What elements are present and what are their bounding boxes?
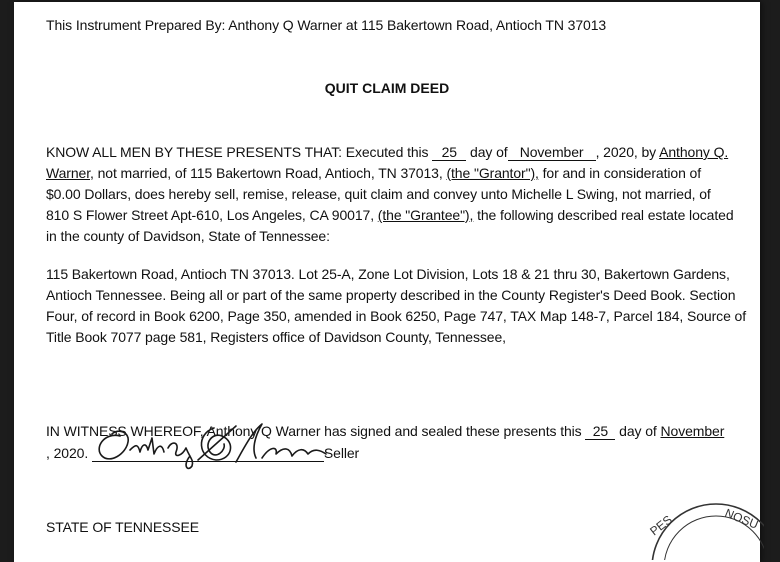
p2-line-3: Four, of record in Book 6200, Page 350, amended in Book 6250, Page 747, TAX Map 148-7, Parcel 184, Source of (46, 308, 747, 324)
witness-line-1: IN WITNESS WHEREOF, Anthony Q Warner has signed and sealed these presents this 25 day of November (46, 423, 725, 439)
execution-month: November (508, 145, 596, 161)
document-title: QUIT CLAIM DEED (324, 80, 450, 96)
notary-seal (624, 490, 764, 560)
grantor-name-last: Warner (46, 165, 91, 181)
execution-day: 25 (432, 145, 466, 161)
signature-drawing (86, 414, 346, 470)
prepared-by: This Instrument Prepared By: Anthony Q Warner at 115 Bakertown Road, Antioch TN 37013 (46, 17, 607, 33)
deed-page (14, 2, 760, 562)
svg-text:PES: PES (647, 512, 675, 539)
seller-label: Seller (323, 445, 360, 461)
grantor-label: (the "Grantor"), (446, 165, 539, 181)
p1-line-5: in the county of Davidson, State of Tennessee: (46, 228, 330, 244)
state-heading: STATE OF TENNESSEE (46, 519, 200, 535)
p2-line-2: Antioch Tennessee. Being all or part of the same property described in the County Register's Deed Book. Section (46, 287, 736, 303)
p2-line-1: 115 Bakertown Road, Antioch TN 37013. Lot 25-A, Zone Lot Division, Lots 18 & 21 thru 30, Bakertown Gardens, (46, 266, 730, 282)
svg-text:NOSU: NOSU (722, 505, 761, 532)
grantee-label: (the "Grantee"), (377, 207, 474, 223)
p1-line-1: KNOW ALL MEN BY THESE PRESENTS THAT: Executed this 25 day of November , 2020, by Anthony Q. (46, 144, 729, 160)
witness-month: November (660, 423, 725, 439)
p1-line-2: Warner, not married, of 115 Bakertown Road, Antioch, TN 37013, (the "Grantor"), for and in consideration of (46, 165, 702, 181)
witness-day: 25 (585, 424, 615, 440)
grantor-name-first: Anthony Q. (659, 144, 729, 160)
p1-line-3: $0.00 Dollars, does hereby sell, remise, release, quit claim and convey unto Michelle L Swing, not married, of (46, 186, 711, 202)
p2-line-4: Title Book 7077 page 581, Registers office of Davidson County, Tennessee, (46, 329, 506, 345)
witness-line-2: , 2020. Seller (46, 445, 360, 461)
p1-line-4: 810 S Flower Street Apt-610, Los Angeles, CA 90017, (the "Grantee"), the following described real estate located (46, 207, 734, 223)
